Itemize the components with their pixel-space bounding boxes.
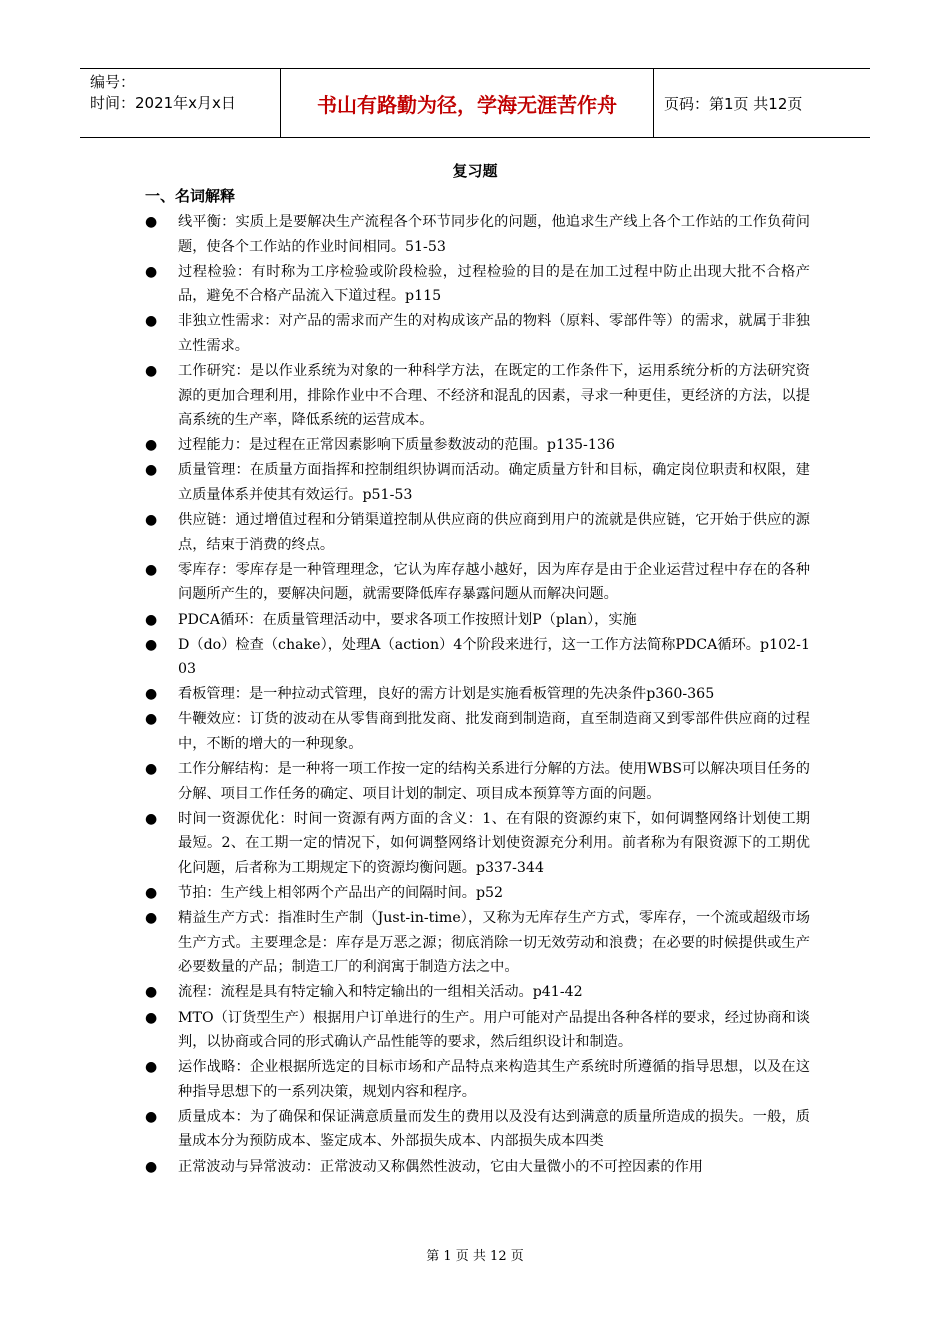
section-heading: 一、名词解释 <box>145 187 236 205</box>
list-item-text: 工作研究：是以作业系统为对象的一种科学方法，在既定的工作条件下，运用系统分析的方法研究资源的更加合理利用，排除作业中不合理、不经济和混乱的因素，寻求一种更佳，更经济的方法，以提高系统的生产率，降低系统的运营成本。 <box>178 363 810 429</box>
list-item-text: 质量成本：为了确保和保证满意质量而发生的费用以及没有达到满意的质量所造成的损失。一般，质量成本分为预防成本、鉴定成本、外部损失成本、内部损失成本四类 <box>178 1108 810 1150</box>
header-meta <box>80 69 281 137</box>
bullet-icon: ● <box>145 611 158 628</box>
bullet-icon: ● <box>145 711 158 728</box>
list-item <box>145 633 810 682</box>
list-item-text: 牛鞭效应：订货的波动在从零售商到批发商、批发商到制造商，直至制造商又到零部件供应商的过程中，不断的增大的一种现象。 <box>178 711 810 752</box>
bullet-icon: ● <box>145 686 158 703</box>
page-header <box>80 68 870 138</box>
list-item <box>145 433 810 458</box>
list-item <box>145 260 810 309</box>
list-item <box>145 1006 810 1055</box>
list-item-text: 运作战略：企业根据所选定的目标市场和产品特点来构造其生产系统时所遵循的指导思想，以及在这种指导思想下的一系列决策，规划内容和程序。 <box>178 1059 810 1100</box>
list-item <box>145 807 810 881</box>
bullet-icon: ● <box>145 885 158 902</box>
list-item-text: 供应链：通过增值过程和分销渠道控制从供应商的供应商到用户的流就是供应链，它开始于供应的源点，结束于消费的终点。 <box>178 512 810 553</box>
list-item-text: 过程检验：有时称为工序检验或阶段检验，过程检验的目的是在加工过程中防止出现大批不合格产品，避免不合格产品流入下道过程。p115 <box>178 263 810 305</box>
term-list <box>145 210 810 1180</box>
bullet-icon: ● <box>145 437 158 454</box>
list-item <box>145 558 810 607</box>
list-item <box>145 508 810 557</box>
list-item <box>145 1155 810 1180</box>
list-item-text: 看板管理：是一种拉动式管理，良好的需方计划是实施看板管理的先决条件p360-365 <box>178 686 715 703</box>
bullet-icon: ● <box>145 761 158 778</box>
bullet-icon: ● <box>145 1108 158 1125</box>
list-item <box>145 906 810 980</box>
list-item-text: 时间一资源优化：时间一资源有两方面的含义：1、在有限的资源约束下，如何调整网络计划使工期最短。2、在工期一定的情况下，如何调整网络计划使资源充分利用。前者称为有限资源下的工期优化问题，后者称为工期规定下的资源均衡问题。p337-344 <box>178 810 810 876</box>
number-label: 编号： <box>90 73 136 91</box>
list-item <box>145 359 810 433</box>
list-item-text: 精益生产方式：指准时生产制（Just-in-time），又称为无库存生产方式，零库存，一个流或超级市场生产方式。主要理念是：库存是万恶之源；彻底消除一切无效劳动和浪费；在必要的时候提供或生产必要数量的产品；制造工厂的利润寓于制造方法之中。 <box>178 910 810 976</box>
document-title: 复习题 <box>452 162 498 180</box>
header-page-info: 页码：第1页 共12页 <box>664 94 803 113</box>
bullet-icon: ● <box>145 214 158 230</box>
header-motto: 书山有路勤为径，学海无涯苦作舟 <box>281 69 654 137</box>
list-item-text: 流程：流程是具有特定输入和特定输出的一组相关活动。p41-42 <box>178 984 583 1001</box>
list-item-text: 节拍：生产线上相邻两个产品出产的间隔时间。p52 <box>178 885 504 902</box>
bullet-icon: ● <box>145 462 158 479</box>
list-item <box>145 707 810 756</box>
list-item-text: MTO（订货型生产）根据用户订单进行的生产。用户可能对产品提出各种各样的要求，经过协商和谈判，以协商或合同的形式确认产品性能等的要求，然后组织设计和制造。 <box>178 1009 810 1051</box>
list-item <box>145 980 810 1005</box>
list-item <box>145 1105 810 1154</box>
list-item <box>145 608 810 633</box>
list-item-text: D（do）检查（chake），处理A（action）4个阶段来进行，这一工作方法简称PDCA循环。p102-103 <box>178 636 810 678</box>
list-item-text: 质量管理：在质量方面指挥和控制组织协调而活动。确定质量方针和目标，确定岗位职责和权限，建立质量体系并使其有效运行。p51-53 <box>178 462 810 504</box>
list-item <box>145 458 810 507</box>
bullet-icon: ● <box>145 313 158 330</box>
list-item-text: 过程能力：是过程在正常因素影响下质量参数波动的范围。p135-136 <box>178 437 615 454</box>
list-item <box>145 309 810 358</box>
page-footer: 第 1 页 共 12 页 <box>426 1249 524 1264</box>
bullet-icon: ● <box>145 636 158 653</box>
bullet-icon: ● <box>145 561 158 578</box>
list-item <box>145 1055 810 1104</box>
bullet-icon: ● <box>145 363 158 380</box>
list-item <box>145 210 810 259</box>
bullet-icon: ● <box>145 810 158 827</box>
list-item-text: 正常波动与异常波动：正常波动又称偶然性波动，它由大量微小的不可控因素的作用 <box>178 1158 703 1175</box>
date-label: 时间：2021年x月x日 <box>90 94 236 112</box>
bullet-icon: ● <box>145 984 158 1001</box>
bullet-icon: ● <box>145 512 158 529</box>
list-item-text: 零库存：零库存是一种管理理念，它认为库存越小越好，因为库存是由于企业运营过程中存在的各种问题所产生的，要解决问题，就需要降低库存暴露问题从而解决问题。 <box>178 561 810 603</box>
bullet-icon: ● <box>145 910 158 927</box>
list-item <box>145 881 810 906</box>
bullet-icon: ● <box>145 1009 158 1026</box>
bullet-icon: ● <box>145 1059 158 1076</box>
list-item-text: 非独立性需求：对产品的需求而产生的对构成该产品的物料（原料、零部件等）的需求，就属于非独立性需求。 <box>178 313 810 354</box>
list-item-text: PDCA循环：在质量管理活动中，要求各项工作按照计划P（plan），实施 <box>178 611 637 628</box>
list-item-text: 线平衡：实质上是要解决生产流程各个环节同步化的问题，他追求生产线上各个工作站的工作负荷问题，使各个工作站的作业时间相同。51-53 <box>178 214 810 255</box>
bullet-icon: ● <box>145 1158 158 1175</box>
list-item <box>145 682 810 707</box>
list-item <box>145 757 810 806</box>
list-item-text: 工作分解结构：是一种将一项工作按一定的结构关系进行分解的方法。使用WBS可以解决项目任务的分解、项目工作任务的确定、项目计划的制定、项目成本预算等方面的问题。 <box>178 761 810 802</box>
bullet-icon: ● <box>145 263 158 280</box>
